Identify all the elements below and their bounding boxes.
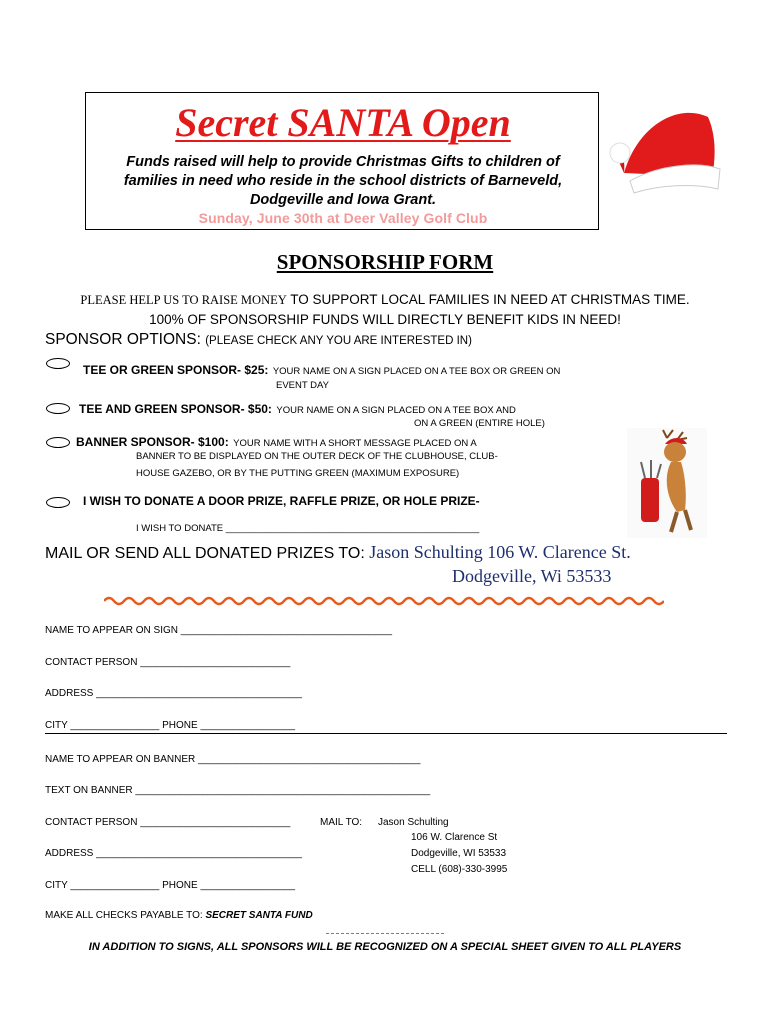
funds-line-3: Dodgeville and Iowa Grant. [249, 192, 437, 208]
option-3-desc-2: BANNER TO BE DISPLAYED ON THE OUTER DECK OF THE CLUBHOUSE, CLUB- [136, 451, 498, 462]
funds-line-2: families in need who reside in the school districts of Barneveld, [123, 173, 563, 189]
sign-name-field[interactable]: NAME TO APPEAR ON SIGN ______________________________________ [45, 625, 393, 636]
reindeer-golfer-icon [627, 428, 707, 538]
squiggle-divider [104, 594, 664, 608]
mail-to-name: Jason Schulting [378, 817, 449, 828]
banner-name-field[interactable]: NAME TO APPEAR ON BANNER ________________________________________ [45, 754, 421, 765]
mail-to-city: Dodgeville, WI 53533 [411, 848, 507, 859]
santa-hat-icon [608, 95, 724, 195]
funds-line-1: Funds raised will help to provide Christmas Gifts to children of [126, 154, 560, 170]
option-3-desc-3: HOUSE GAZEBO, OR BY THE PUTTING GREEN (MAXIMUM EXPOSURE) [136, 468, 460, 479]
option-1-checkbox[interactable] [46, 358, 70, 369]
donation-line: I WISH TO DONATE ________________________________________________ [136, 523, 480, 534]
banner-contact-field[interactable]: CONTACT PERSON ___________________________ [45, 817, 291, 828]
mail-to-label: MAIL TO: [320, 817, 363, 828]
banner-city-phone-field[interactable]: CITY ________________ PHONE _________________ [45, 880, 296, 891]
mail-address-city: Dodgeville, Wi 53533 [452, 566, 612, 586]
banner-text-field[interactable]: TEXT ON BANNER _____________________________________________________ [45, 785, 431, 796]
option-4: I WISH TO DONATE A DOOR PRIZE, RAFFLE PRIZE, OR HOLE PRIZE- [83, 494, 480, 508]
mail-to-street: 106 W. Clarence St [411, 832, 498, 843]
option-1: TEE OR GREEN SPONSOR- $25: YOUR NAME ON A SIGN PLACED ON A TEE BOX OR GREEN ON [83, 363, 561, 377]
form-title: SPONSORSHIP FORM [276, 250, 494, 274]
header-box [85, 92, 599, 230]
sponsor-options-header: SPONSOR OPTIONS: (PLEASE CHECK ANY YOU ARE INTERESTED IN) [45, 331, 472, 348]
plea-line-1: PLEASE HELP US TO RAISE MONEY TO SUPPORT LOCAL FAMILIES IN NEED AT CHRISTMAS TIME. [80, 292, 690, 307]
bottom-note: IN ADDITION TO SIGNS, ALL SPONSORS WILL BE RECOGNIZED ON A SPECIAL SHEET GIVEN TO ALL PLAYERS [88, 941, 682, 953]
option-4-checkbox[interactable] [46, 497, 70, 508]
option-1-desc-2: EVENT DAY [276, 380, 329, 391]
mail-to-cell: CELL (608)-330-3995 [411, 864, 508, 875]
mail-prizes-line: MAIL OR SEND ALL DONATED PRIZES TO: Jason Schulting 106 W. Clarence St. [45, 542, 631, 562]
plea-text [0, 290, 770, 329]
option-3: BANNER SPONSOR- $100: YOUR NAME WITH A SHORT MESSAGE PLACED ON A [76, 435, 477, 449]
funds-description [100, 153, 586, 210]
plea-line-2: 100% OF SPONSORSHIP FUNDS WILL DIRECTLY BENEFIT KIDS IN NEED! [149, 312, 621, 327]
section-divider [45, 733, 727, 734]
option-2: TEE AND GREEN SPONSOR- $50: YOUR NAME ON A SIGN PLACED ON A TEE BOX AND [79, 402, 516, 416]
red-dash-line [326, 933, 444, 934]
checks-payable: MAKE ALL CHECKS PAYABLE TO: SECRET SANTA FUND [45, 910, 313, 921]
banner-address-field[interactable]: ADDRESS _____________________________________ [45, 848, 302, 859]
option-2-checkbox[interactable] [46, 403, 70, 414]
option-3-checkbox[interactable] [46, 437, 70, 448]
option-2-desc-2: ON A GREEN (ENTIRE HOLE) [414, 418, 545, 429]
sign-city-phone-field[interactable]: CITY ________________ PHONE _________________ [45, 720, 296, 731]
event-title: Secret SANTA Open [175, 100, 511, 145]
event-date-location: Sunday, June 30th at Deer Valley Golf Club [198, 210, 488, 226]
sign-contact-field[interactable]: CONTACT PERSON ___________________________ [45, 657, 291, 668]
sign-address-field[interactable]: ADDRESS _____________________________________ [45, 688, 302, 699]
